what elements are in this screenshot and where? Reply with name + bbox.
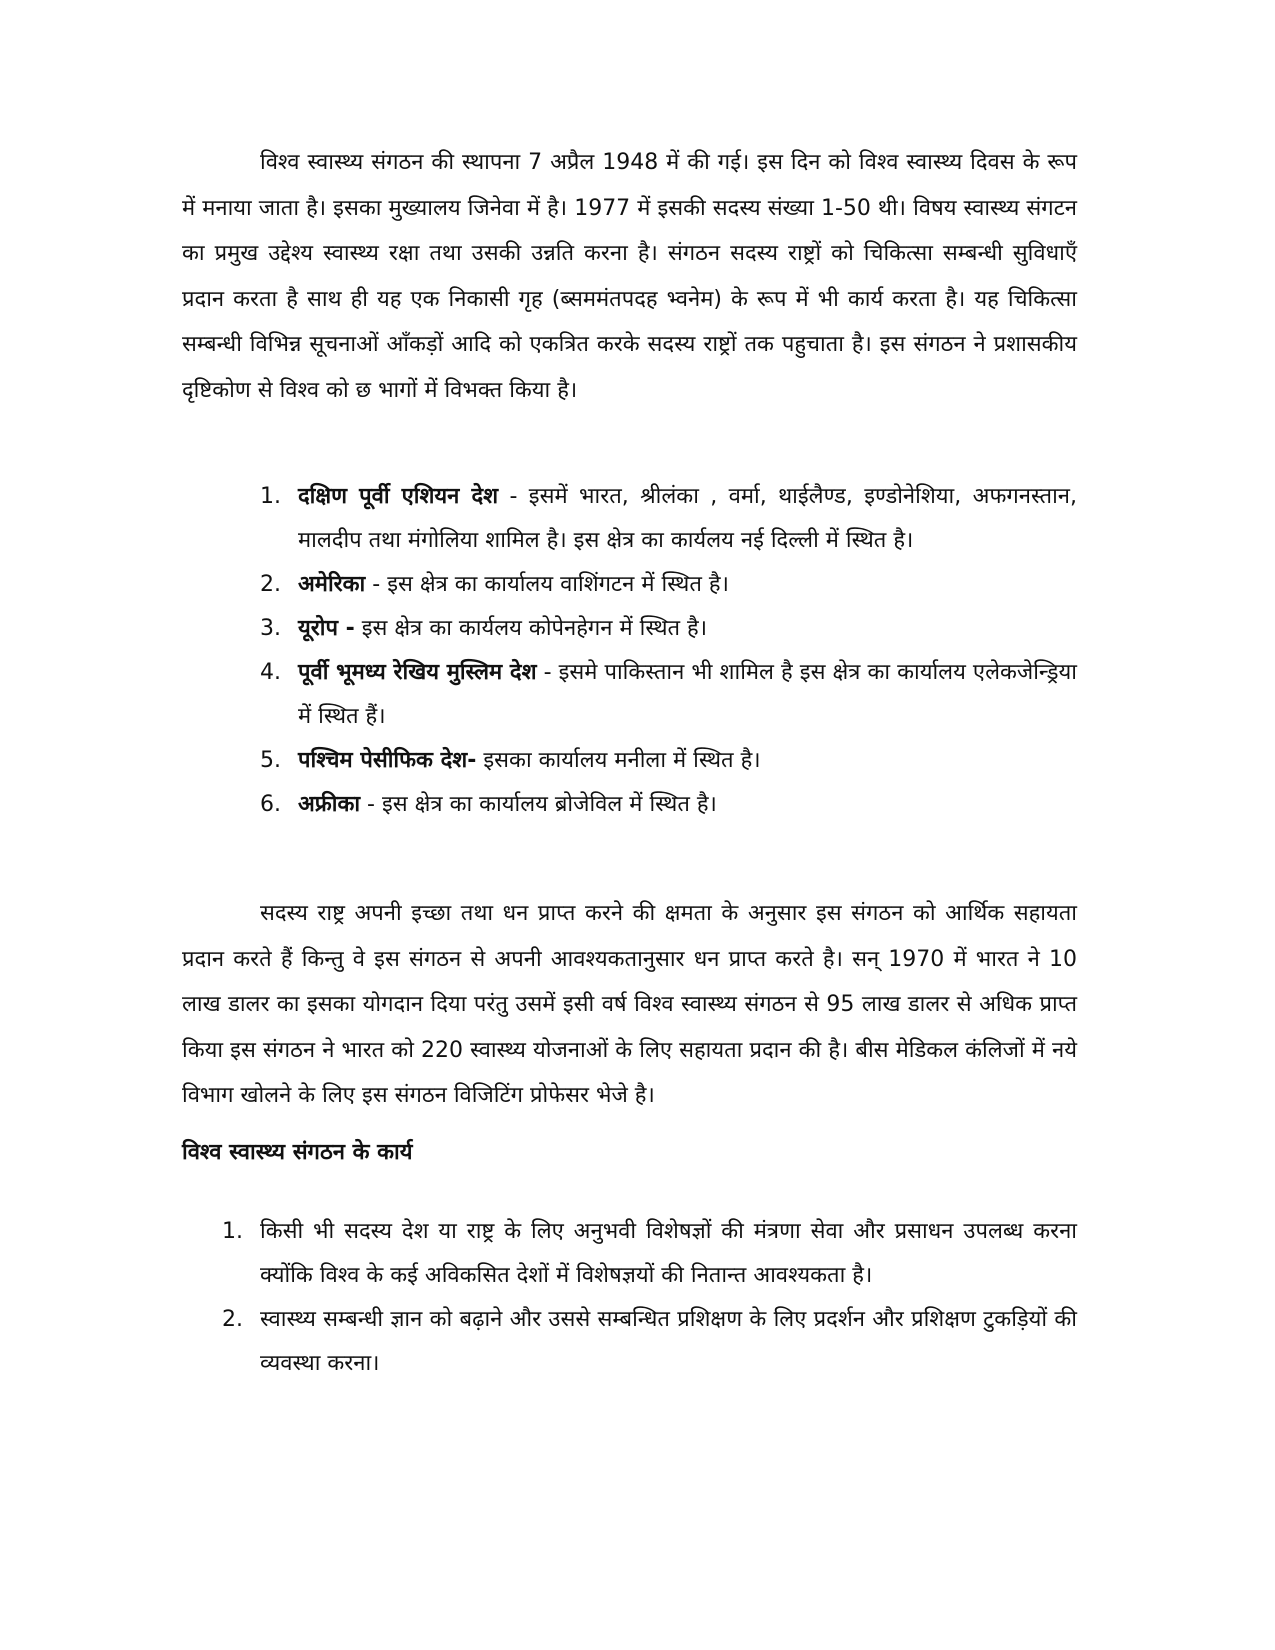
list-item-text: किसी भी सदस्य देश या राष्ट्र के लिए अनुभवी विशेषज्ञों की मंत्रणा सेवा और प्रसाधन उपलब्ध करना क्योंकि विश्व के कई अविकसित देशों में विशेषज्ञयों की नितान्त आवश्यकता है। — [260, 1219, 1077, 1288]
list-item-number: 1. — [222, 1219, 243, 1244]
list-item-text: - इस क्षेत्र का कार्यालय ब्रोजेविल में स्थित है। — [360, 792, 717, 817]
list-item-text: इस क्षेत्र का कार्यलय कोपेनहेगन में स्थित है। — [354, 616, 708, 641]
list-item-number: 2. — [222, 1307, 243, 1332]
list-item — [260, 783, 1077, 827]
list-item-number: 1. — [260, 484, 281, 509]
list-item-number: 4. — [260, 660, 281, 685]
list-item-text: - इस क्षेत्र का कार्यालय वाशिंगटन में स्थित है। — [365, 572, 729, 597]
list-item — [222, 1210, 1077, 1298]
list-item-title: पूर्वी भूमध्य रेखिय मुस्लिम देश — [298, 660, 537, 685]
list-item — [260, 739, 1077, 783]
list-item-number: 3. — [260, 616, 281, 641]
list-item — [260, 475, 1077, 563]
list-item-text: - इसमे पाकिस्तान भी शामिल है इस क्षेत्र का कार्यालय एलेकजेन्ड्रिया में स्थित हैं। — [298, 660, 1078, 729]
list-item-number: 2. — [260, 572, 281, 597]
list-item — [260, 563, 1077, 607]
list-item-title: यूरोप - — [298, 616, 355, 641]
functions-list — [222, 1210, 1077, 1386]
list-item-title: अफ्रीका — [298, 792, 361, 817]
list-item — [222, 1298, 1077, 1386]
list-item-number: 6. — [260, 792, 281, 817]
section-heading: विश्व स्वास्थ्य संगठन के कार्य — [182, 1140, 413, 1165]
list-item-text: स्वास्थ्य सम्बन्धी ज्ञान को बढ़ाने और उससे सम्बन्धित प्रशिक्षण के लिए प्रदर्शन और प्रशिक्षण टुकड़ियों की व्यवस्था करना। — [260, 1307, 1077, 1376]
intro-paragraph-text: विश्व स्वास्थ्य संगठन की स्थापना 7 अप्रैल 1948 में की गई। इस दिन को विश्व स्वास्थ्य दिवस के रूप में मनाया जाता है। इसका मुख्यालय जिनेवा में है। 1977 में इसकी सदस्य संख्या 1-50 थी। विषय स्वास्थ्य संगटन का प्रमुख उद्देश्य स्वास्थ्य रक्षा तथा उसकी उन्नति करना है। संगठन सदस्य राष्ट्रों को चिकित्सा सम्बन्धी सुविधाएँ प्रदान करता है साथ ही यह एक निकासी गृह (ब्सममंतपदह भ्वनेम) के रूप में भी कार्य करता है। यह चिकित्सा सम्बन्धी विभिन्न सूचनाओं आँकड़ों आदि को एकत्रित करके सदस्य राष्ट्रों तक पहुचाता है। इस संगठन ने प्रशासकीय दृष्टिकोण से विश्व को छ भागों में विभक्त किया है। — [182, 150, 1077, 403]
list-item-text: - इसमें भारत, श्रीलंका , वर्मा, थाईलैण्ड, इण्डोनेशिया, अफगनस्तान, मालदीप तथा मंगोलिया शामिल है। इस क्षेत्र का कार्यलय नई दिल्ली में स्थित है। — [298, 484, 1077, 553]
funding-paragraph — [182, 891, 1077, 1119]
list-item-number: 5. — [260, 748, 281, 773]
list-item-title: दक्षिण पूर्वी एशियन देश — [298, 484, 499, 509]
list-item-text: इसका कार्यालय मनीला में स्थित है। — [476, 748, 761, 773]
regions-list — [260, 475, 1077, 827]
funding-paragraph-text: सदस्य राष्ट्र अपनी इच्छा तथा धन प्राप्त करने की क्षमता के अनुसार इस संगठन को आर्थिक सहायता प्रदान करते हैं किन्तु वे इस संगठन से अपनी आवश्यकतानुसार धन प्राप्त करते है। सन् 1970 में भारत ने 10 लाख डालर का इसका योगदान दिया परंतु उसमें इसी वर्ष विश्व स्वास्थ्य संगठन से 95 लाख डालर से अधिक प्राप्त किया इस संगठन ने भारत को 220 स्वास्थ्य योजनाओं के लिए सहायता प्रदान की है। बीस मेडिकल कंलिजों में नये विभाग खोलने के लिए इस संगठन विजिटिंग प्रोफेसर भेजे है। — [182, 901, 1077, 1108]
list-item-title: पश्चिम पेसीफिक देश- — [298, 748, 477, 773]
intro-paragraph — [182, 140, 1077, 413]
list-item — [260, 607, 1077, 651]
list-item — [260, 651, 1077, 739]
list-item-title: अमेरिका — [298, 572, 366, 597]
